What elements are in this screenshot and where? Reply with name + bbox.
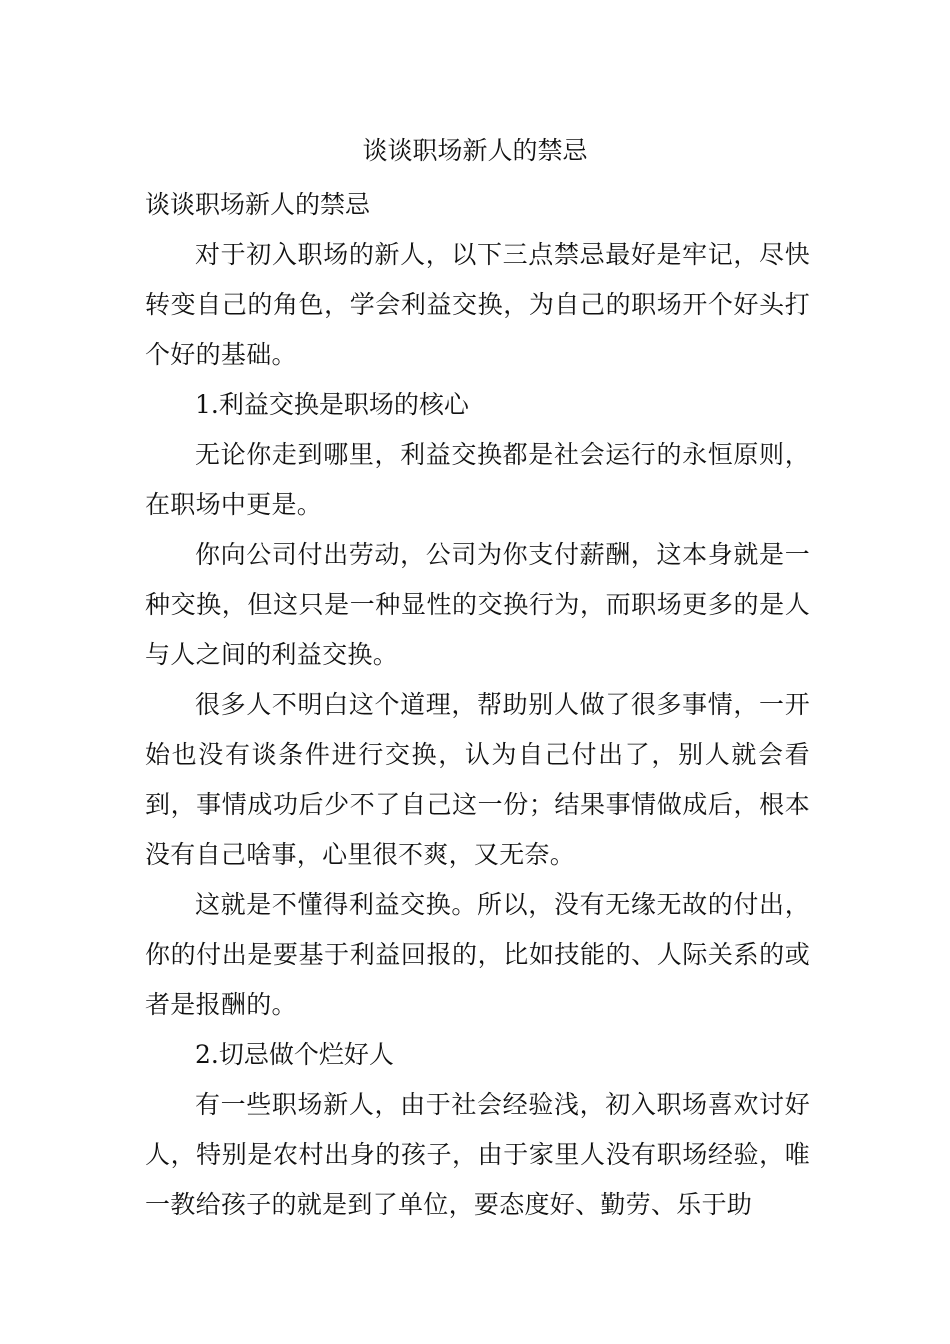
section-heading-1: 1.利益交换是职场的核心 — [195, 390, 469, 419]
paragraph: 很多人不明白这个道理，帮助别人做了很多事情，一开始也没有谈条件进行交换，认为自己付出了，别人就会看到，事情成功后少不了自己这一份；结果事情做成后，根本没有自己啥事，心里很不爽，又无奈。 — [145, 690, 810, 869]
paragraph-intro: 对于初入职场的新人，以下三点禁忌最好是牢记，尽快转变自己的角色，学会利益交换，为自己的职场开个好头打个好的基础。 — [145, 240, 810, 369]
section-heading-2: 2.切忌做个烂好人 — [195, 1040, 394, 1069]
paragraph: 你向公司付出劳动，公司为你支付薪酬，这本身就是一种交换，但这只是一种显性的交换行为，而职场更多的是人与人之间的利益交换。 — [145, 540, 810, 669]
paragraph: 这就是不懂得利益交换。所以，没有无缘无故的付出，你的付出是要基于利益回报的，比如技能的、人际关系的或者是报酬的。 — [145, 890, 810, 1019]
document-subtitle: 谈谈职场新人的禁忌 — [145, 190, 371, 219]
paragraph: 有一些职场新人，由于社会经验浅，初入职场喜欢讨好人，特别是农村出身的孩子，由于家里人没有职场经验，唯一教给孩子的就是到了单位，要态度好、勤劳、乐于助 — [145, 1090, 810, 1219]
paragraph: 无论你走到哪里，利益交换都是社会运行的永恒原则，在职场中更是。 — [145, 440, 810, 519]
document-body — [145, 180, 810, 1230]
document-title: 谈谈职场新人的禁忌 — [362, 136, 588, 165]
